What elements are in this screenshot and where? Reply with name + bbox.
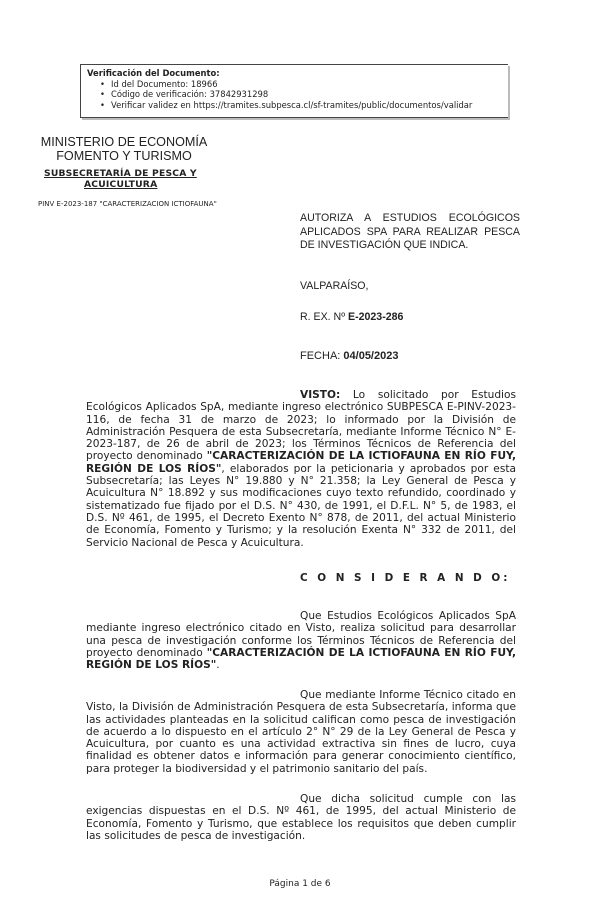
date	[300, 350, 398, 362]
ministry-name	[40, 135, 208, 163]
document-title: AUTORIZA A ESTUDIOS ECOLÓGICOS APLICADOS SPA PARA REALIZAR PESCA DE INVESTIGACIÓN QUE INDICA.	[300, 212, 520, 252]
considerando-paragraph-1	[86, 610, 516, 671]
visto-label: VISTO:	[300, 389, 341, 401]
document-id: • Id del Documento: 18966	[111, 79, 508, 90]
visto-text-2: , elaborados por la peticionaria y aprobados por esta Subsecretaría; las Leyes N° 19.880 y N° 21.358; la Ley General de Pesca y Acuicultura N° 18.892 y sus modificaciones cuyo texto refundido, coordinado y sistematizado fue fijado por el D.S. N° 430, de 1991, el D.F.L. N° 5, de 1983, el D.S. Nº 461, de 1995, el Decreto Exento N° 878, de 2011, del actual Ministerio de Economía, Fomento y Turismo; y la resolución Exenta N° 332 de 2011, del Servicio Nacional de Pesca y Acuicultura.	[86, 462, 516, 549]
resolution-label: R. EX. Nº	[300, 311, 346, 323]
considerando-paragraph-2	[86, 689, 516, 775]
ministry-line-2: FOMENTO Y TURISMO	[56, 149, 192, 163]
subsecretaria-name	[44, 168, 197, 190]
considerando-1-text: Que Estudios Ecológicos Aplicados SpA mediante ingreso electrónico citado en Visto, realiza solicitud para desarrollar una pesca de investigación conforme los Términos Técnicos de Referencia del proyecto denominado	[86, 610, 516, 659]
date-label: FECHA:	[300, 350, 341, 362]
visto-paragraph	[86, 389, 516, 549]
considerando-2-text: Que mediante Informe Técnico citado en Visto, la División de Administración Pesquera de esta Subsecretaría, informa que las actividades planteadas en la solicitud califican como pesca de investigación de acuerdo a lo dispuesto en el artículo 2° N° 29 de la Ley General de Pesca y Acuicultura, por cuanto es una actividad extractiva sin fines de lucro, cuya finalidad es obtener datos e información para generar conocimiento científico, para proteger la biodiversidad y el patrimonio sanitario del país.	[86, 689, 516, 775]
verification-box	[80, 64, 508, 118]
considerando-1-end: .	[216, 659, 220, 672]
verification-list	[87, 79, 508, 111]
considerando-paragraph-3	[86, 793, 516, 842]
resolution-value: E-2023-286	[348, 311, 404, 323]
verification-url[interactable]: • Verificar validez en https://tramites.subpesca.cl/sf-tramites/public/documentos/validar	[111, 100, 508, 111]
verification-code: • Código de verificación: 37842931298	[111, 89, 508, 100]
considerando-3-text: Que dicha solicitud cumple con las exigencias dispuestas en el D.S. Nº 461, de 1995, del actual Ministerio de Economía, Fomento y Turismo, que establece los requisitos que deben cumplir las solicitudes de pesca de investigación.	[86, 793, 516, 842]
place: VALPARAÍSO,	[300, 280, 369, 292]
date-value: 04/05/2023	[343, 350, 399, 362]
ministry-line-1: MINISTERIO DE ECONOMÍA	[40, 135, 208, 149]
considerando-heading: C O N S I D E R A N D O:	[300, 572, 511, 584]
considerando-1-project-name: "CARACTERIZACIÓN DE LA ICTIOFAUNA EN RÍO FUY, REGIÓN DE LOS RÍOS"	[86, 646, 516, 672]
visto-project-name: "CARACTERIZACIÓN DE LA ICTIOFAUNA EN RÍO FUY, REGIÓN DE LOS RÍOS"	[86, 450, 516, 475]
verification-title: Verificación del Documento:	[87, 68, 220, 78]
resolution-number	[300, 311, 403, 323]
visto-text-1: Lo solicitado por Estudios Ecológicos Aplicados SpA, mediante ingreso electrónico SUBPESCA E-PINV-2023-116, de fecha 31 de marzo de 2023; lo informado por la División de Administración Pesquera de esta Subsecretaría, mediante Informe Técnico N° E-2023-187, de 26 de abril de 2023; los Términos Técnicos de Referencia del proyecto denominado	[86, 389, 516, 463]
reference-code: PINV E-2023-187 "CARACTERIZACION ICTIOFAUNA"	[38, 200, 217, 208]
subsecretaria-line-2: ACUICULTURA	[84, 179, 158, 190]
subsecretaria-line-1: SUBSECRETARÍA DE PESCA Y	[44, 168, 197, 179]
page-number: Página 1 de 6	[269, 879, 331, 889]
